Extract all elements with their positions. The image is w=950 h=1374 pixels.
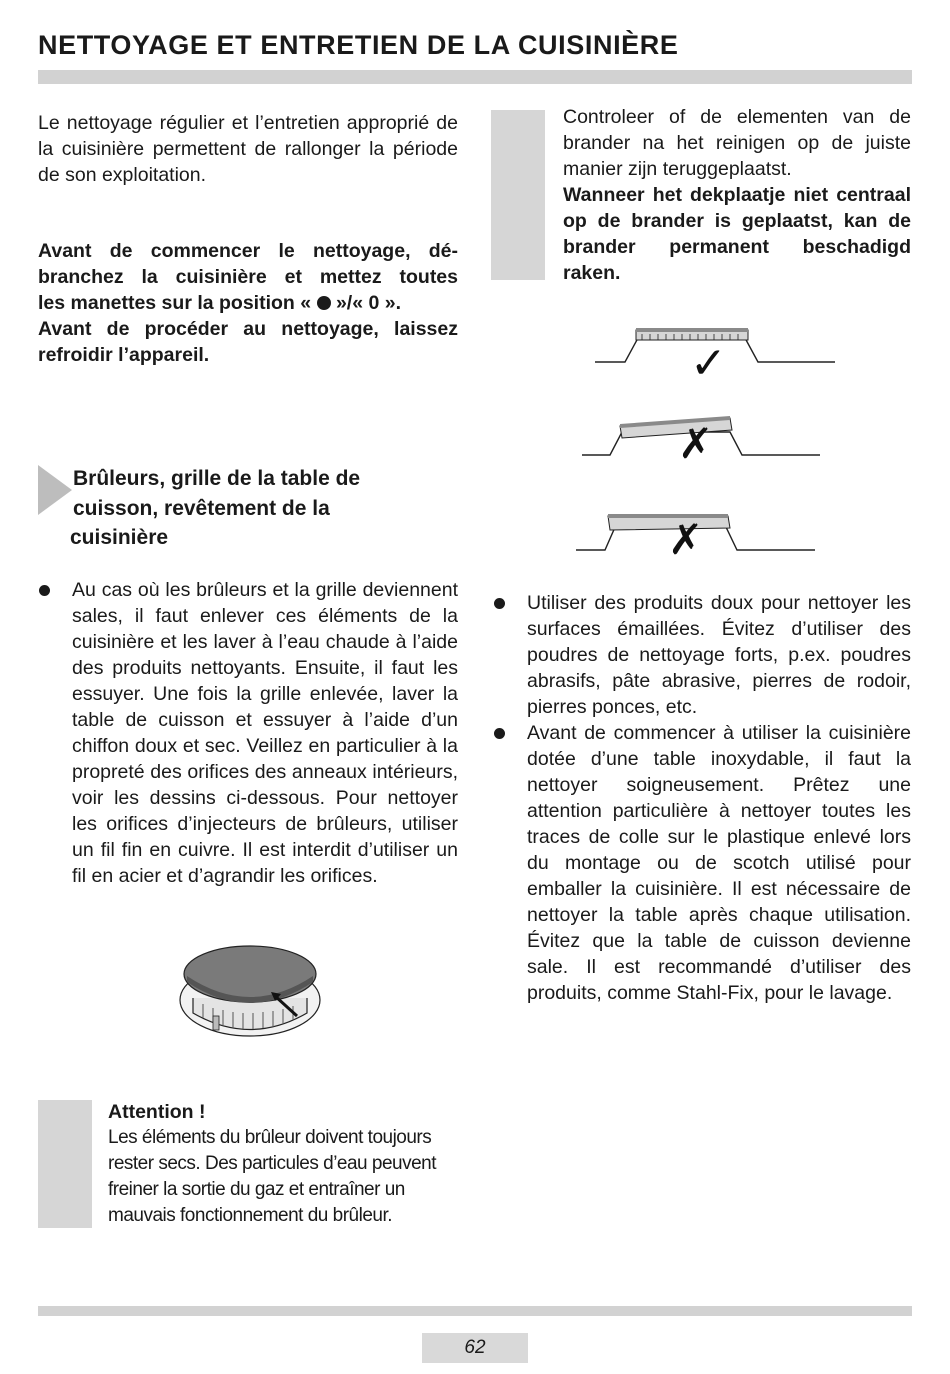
- warning-line: [38, 290, 458, 316]
- section-heading-line: cuisinière: [70, 526, 169, 549]
- list-item-text: Utiliser des produits doux pour nettoyer les surfaces émaillées. Évitez d’utiliser des poudres de nettoyage forts, p.ex. poudres abrasifs, pâte abrasive, pierres de rodoir, pierres ponces, etc.: [527, 592, 911, 718]
- burner-cap-tilted-2: [576, 514, 815, 560]
- list-item: [38, 577, 458, 889]
- cross-mark-icon: ✗: [678, 419, 714, 468]
- warning-line: refroidir l’appareil.: [38, 344, 210, 366]
- bullet-icon: [39, 585, 50, 596]
- section-heading-line: cuisson, revêtement de la: [73, 496, 330, 520]
- left-bullet-list: [38, 577, 458, 889]
- off-position-dot-icon: [317, 296, 331, 310]
- burner-cap-tilted-1: [582, 416, 820, 468]
- note-marker-block: [491, 110, 545, 280]
- check-mark-icon: ✓: [690, 338, 727, 389]
- section-heading-line: Brûleurs, grille de la table de: [73, 467, 361, 490]
- intro-paragraph: Le nettoyage régulier et l’entretien approprié de la cuisinière permettent de rallonger la période de son exploitation.: [38, 112, 458, 186]
- burner-cap-position-figure: [570, 320, 850, 560]
- section-arrow-icon: [38, 465, 72, 515]
- warning-line: Avant de commencer le nettoyage, dé-: [38, 240, 458, 262]
- warning-text: »/« 0 ».: [335, 292, 401, 314]
- warning-line: branchez la cuisinière et mettez toutes: [38, 266, 458, 288]
- page-title: NETTOYAGE ET ENTRETIEN DE LA CUISINIÈRE: [38, 30, 679, 60]
- list-item-text: Au cas où les brûleurs et la grille deviennent sales, il faut enlever ces éléments de la cuisinière et les laver à l’eau chaude à l’aide des produits nettoyants. Ensuite, il faut les essuyer. Une fois la grille enlevée, laver la table de cuisson et essuyer à l’aide d’un chiffon doux et sec. Veillez en particulier à la propreté des orifices des anneaux intérieurs, voir les dessins ci-dessous. Pour nettoyer les orifices d’injecteurs de brûleurs, utiliser un fil fin en cuivre. Il est interdit d’utiliser un fil en acier et d’agrandir les orifices.: [72, 579, 458, 887]
- list-item: [493, 590, 911, 720]
- warning-text: les manettes sur la position «: [38, 292, 312, 314]
- footer-rule: [38, 1306, 912, 1316]
- attention-title: Attention !: [108, 1101, 206, 1123]
- attention-text: Les éléments du brûleur doivent toujours rester secs. Des particules d’eau peuvent freiner la sortie du gaz et entraîner un mauvais fonctionnement du brûleur.: [108, 1127, 437, 1226]
- intro-warning: [38, 238, 458, 368]
- burner-note-warning: Wanneer het dekplaatje niet centraal op de brander is geplaatst, kan de brander permanent beschadigd raken.: [563, 184, 911, 284]
- burner-illustration: [175, 938, 325, 1043]
- burner-cap-correct: [595, 328, 835, 389]
- list-item: [493, 720, 911, 1006]
- burner-note-text: Controleer of de elementen van de brander na het reinigen op de juiste manier zijn teruggeplaatst.: [563, 106, 911, 180]
- attention-note: [108, 1099, 458, 1229]
- section-heading: [70, 464, 453, 553]
- right-bullet-list: [493, 590, 911, 1006]
- header-rule: [38, 70, 912, 84]
- cross-mark-icon: ✗: [668, 515, 704, 560]
- burner-note: [563, 104, 911, 286]
- bullet-icon: [494, 598, 505, 609]
- warning-line: Avant de procéder au nettoyage, laissez: [38, 318, 458, 340]
- page-number: 62: [422, 1333, 528, 1363]
- bullet-icon: [494, 728, 505, 739]
- attention-marker-block: [38, 1100, 92, 1228]
- list-item-text: Avant de commencer à utiliser la cuisinière dotée d’une table inoxydable, il faut la nettoyer soigneusement. Prêtez une attention particulière à nettoyer toutes les traces de colle sur le plastique enlevé lors du montage ou de scotch utilisé pour emballer la cuisinière. Il est nécessaire de nettoyer la table après chaque utilisation. Évitez que la table de cuisson devienne sale. Il est recommandé d’utiliser des produits, comme Stahl-Fix, pour le lavage.: [527, 722, 911, 1004]
